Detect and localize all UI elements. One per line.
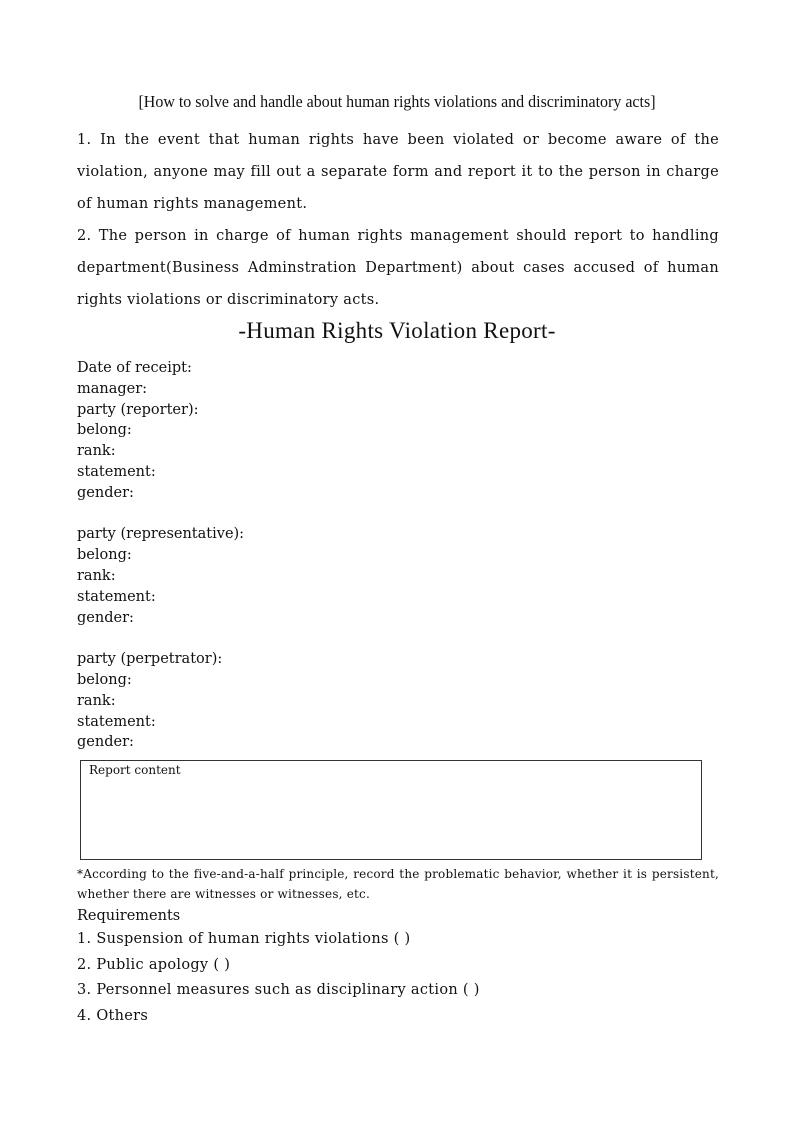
intro-paragraph-2: 2. The person in charge of human rights management should report to handling department(Business Adminstration Department) about cases accused of human rights violations or discriminatory acts. bbox=[77, 228, 719, 308]
representative-party-field: party (representative): bbox=[77, 526, 245, 543]
perpetrator-party-field: party (perpetrator): bbox=[77, 651, 223, 668]
section-spacer bbox=[77, 628, 244, 649]
representative-rank-field: rank: bbox=[77, 567, 116, 584]
report-fields bbox=[77, 358, 244, 753]
perpetrator-statement-field: statement: bbox=[77, 713, 156, 730]
date-of-receipt-field: Date of receipt: bbox=[77, 360, 192, 376]
reporter-party-field: party (reporter): bbox=[77, 401, 199, 418]
requirements-section bbox=[77, 905, 480, 1029]
perpetrator-gender-field: gender: bbox=[77, 734, 134, 751]
perpetrator-rank-field: rank: bbox=[77, 692, 116, 709]
representative-gender-field: gender: bbox=[77, 609, 134, 626]
reporter-gender-field: gender: bbox=[77, 484, 134, 501]
reporter-statement-field: statement: bbox=[77, 463, 156, 480]
intro-paragraph-1: 1. In the event that human rights have been violated or become aware of the violation, anyone may fill out a separate form and report it to the person in charge of human rights management. bbox=[77, 132, 719, 212]
reporter-rank-field: rank: bbox=[77, 443, 116, 460]
requirement-item: 2. Public apology ( ) bbox=[77, 956, 231, 973]
manager-field: manager: bbox=[77, 380, 148, 397]
requirements-title: Requirements bbox=[77, 908, 181, 924]
representative-statement-field: statement: bbox=[77, 588, 156, 605]
document-heading: [How to solve and handle about human rights violations and discriminatory acts] bbox=[138, 92, 656, 111]
reporter-belong-field: belong: bbox=[77, 422, 132, 439]
representative-belong-field: belong: bbox=[77, 547, 132, 564]
requirement-item: 1. Suspension of human rights violations ( ) bbox=[77, 931, 411, 947]
recording-note: *According to the five-and-a-half principle, record the problematic behavior, whether it is persistent, whether there are witnesses or witnesses, etc. bbox=[77, 867, 719, 901]
perpetrator-belong-field: belong: bbox=[77, 671, 132, 688]
requirement-item: 4. Others bbox=[77, 1007, 149, 1024]
requirement-item: 3. Personnel measures such as disciplinary action ( ) bbox=[77, 982, 480, 998]
section-spacer bbox=[77, 504, 244, 525]
intro-section bbox=[77, 124, 719, 316]
report-content-label: Report content bbox=[89, 763, 181, 777]
report-content-box[interactable] bbox=[80, 760, 702, 860]
report-title: -Human Rights Violation Report- bbox=[238, 318, 556, 343]
